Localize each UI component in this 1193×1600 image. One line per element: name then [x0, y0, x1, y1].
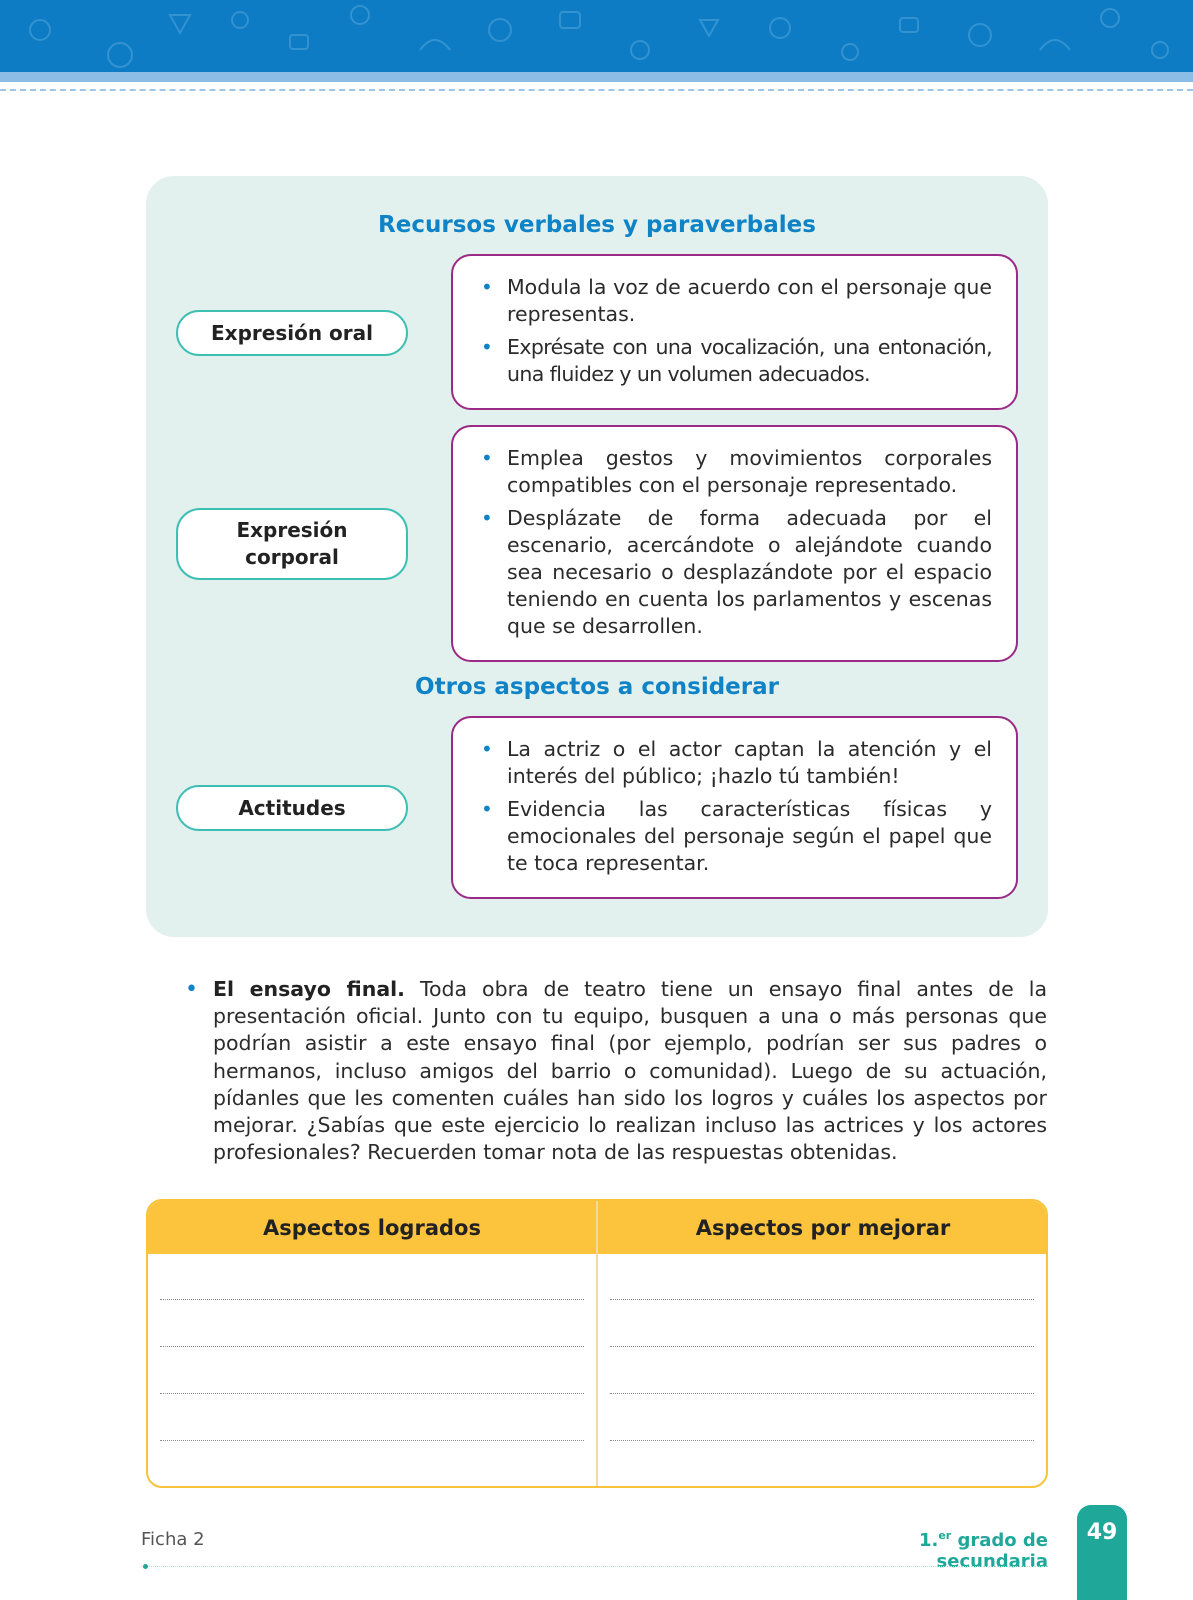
bullets-box-actitudes	[451, 716, 1018, 899]
list-item	[477, 445, 992, 499]
bullet-text: Modula la voz de acuerdo con el personaje que representas.	[507, 275, 992, 326]
list-item	[477, 334, 992, 388]
bullet-icon: •	[481, 275, 493, 299]
writing-line-left[interactable]	[160, 1393, 584, 1394]
footer-ficha: Ficha 2	[141, 1529, 205, 1550]
label-text: Expresión oral	[211, 320, 373, 345]
writing-line-left[interactable]	[160, 1299, 584, 1300]
page-number-tab	[1077, 1505, 1127, 1600]
bullet-icon: •	[481, 737, 493, 761]
footer-rule	[141, 1566, 1048, 1567]
label-line-2: corporal	[245, 545, 339, 569]
grade-number: 1.	[918, 1530, 939, 1551]
label-text	[236, 517, 347, 571]
bullet-text: Desplázate de forma adecuada por el escenario, acercándote o alejándote cuando sea necesario o desplazándote por el espacio teniendo en cuenta los parlamentos y escenas que se desarrollen.	[507, 506, 992, 638]
list-item	[477, 505, 992, 640]
header-band-edge	[0, 72, 1193, 82]
ensayo-final-paragraph	[185, 976, 1048, 1166]
doodle-pattern	[0, 0, 1193, 72]
writing-line-right[interactable]	[610, 1393, 1034, 1394]
page-number: 49	[1086, 1520, 1118, 1545]
grade-superscript: er	[938, 1529, 952, 1542]
section-title-otros: Otros aspectos a considerar	[415, 674, 779, 700]
label-expresion-oral	[176, 310, 408, 356]
label-text: Actitudes	[238, 795, 346, 820]
paragraph-lead: El ensayo final.	[213, 977, 405, 1001]
header-dashed-rule	[0, 89, 1193, 91]
label-actitudes	[176, 785, 408, 831]
column-divider	[596, 1201, 598, 1486]
bullet-text: Exprésate con una vocalización, una entonación, una fluidez y un volumen adecuados.	[507, 335, 992, 386]
writing-line-right[interactable]	[610, 1440, 1034, 1441]
bullet-text: Emplea gestos y movimientos corporales compatibles con el personaje representado.	[507, 446, 992, 497]
aspects-table	[146, 1199, 1048, 1488]
bullet-icon: •	[481, 797, 493, 821]
paragraph-text: Toda obra de teatro tiene un ensayo final antes de la presentación oficial. Junto con tu equipo, busquen a una o más personas que podrían asistir a este ensayo final (por ejemplo, podrían ser sus padres o hermanos, incluso amigos del barrio o comunidad). Luego de su actuación, pídanles que les comenten cuáles han sido los logros y cuáles los aspectos por mejorar. ¿Sabías que este ejercicio lo realizan incluso las actrices y los actores profesionales? Recuerden tomar nota de las respuestas obtenidas.	[213, 977, 1048, 1165]
label-line-1: Expresión	[236, 518, 348, 542]
grade-text: grado de secundaria	[936, 1530, 1048, 1572]
writing-line-right[interactable]	[610, 1299, 1034, 1300]
label-expresion-corporal	[176, 508, 408, 580]
list-item	[477, 274, 992, 328]
section-title-verbal: Recursos verbales y paraverbales	[378, 212, 816, 238]
list-item	[477, 796, 992, 877]
bullet-icon: •	[185, 977, 198, 1002]
list-item	[477, 736, 992, 790]
bullet-icon: •	[481, 506, 493, 530]
writing-line-right[interactable]	[610, 1346, 1034, 1347]
footer-dot	[143, 1564, 148, 1569]
bullet-icon: •	[481, 335, 493, 359]
bullets-box-oral	[451, 254, 1018, 410]
writing-line-left[interactable]	[160, 1440, 584, 1441]
bullet-icon: •	[481, 446, 493, 470]
header-aspectos-por-mejorar: Aspectos por mejorar	[695, 1215, 951, 1240]
writing-line-left[interactable]	[160, 1346, 584, 1347]
header-aspectos-logrados: Aspectos logrados	[263, 1215, 481, 1240]
bullets-box-corporal	[451, 425, 1018, 662]
header-band	[0, 0, 1193, 72]
bullet-text: Evidencia las características físicas y emocionales del personaje según el papel que te toca representar.	[507, 797, 992, 875]
bullet-text: La actriz o el actor captan la atención y el interés del público; ¡hazlo tú también!	[507, 737, 992, 788]
